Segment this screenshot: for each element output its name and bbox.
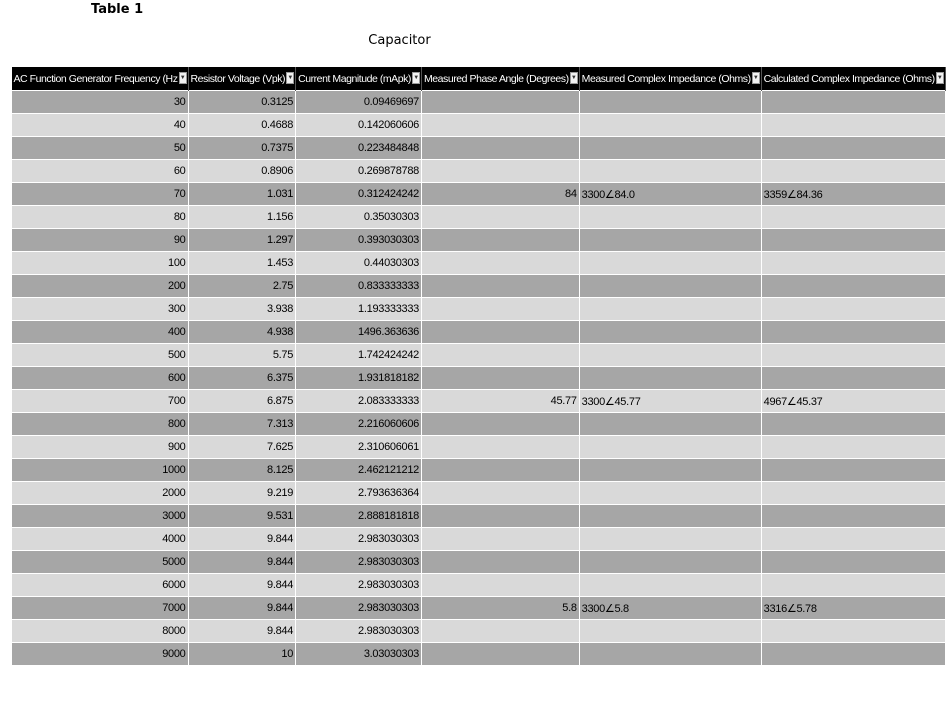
cell-measured-impedance[interactable] — [579, 551, 761, 574]
cell-phase-angle[interactable] — [421, 275, 579, 298]
cell-current-magnitude[interactable]: 2.888181818 — [296, 505, 422, 528]
cell-resistor-voltage[interactable]: 3.938 — [188, 298, 296, 321]
cell-measured-impedance[interactable] — [579, 275, 761, 298]
cell-current-magnitude[interactable]: 1496.363636 — [296, 321, 422, 344]
filter-dropdown-icon[interactable]: ▼ — [179, 72, 187, 84]
cell-measured-impedance[interactable] — [579, 643, 761, 666]
cell-calculated-impedance[interactable] — [761, 137, 945, 160]
cell-measured-impedance[interactable] — [579, 482, 761, 505]
cell-resistor-voltage[interactable]: 9.531 — [188, 505, 296, 528]
column-header-label: Current Magnitude (mApk) — [298, 72, 411, 85]
cell-frequency[interactable]: 70 — [12, 183, 189, 206]
cell-resistor-voltage[interactable]: 0.8906 — [188, 160, 296, 183]
cell-calculated-impedance[interactable] — [761, 620, 945, 643]
cell-frequency[interactable]: 80 — [12, 206, 189, 229]
table-row — [12, 482, 946, 505]
cell-resistor-voltage[interactable]: 6.875 — [188, 390, 296, 413]
cell-frequency[interactable]: 4000 — [12, 528, 189, 551]
column-header-current-magnitude — [296, 67, 422, 91]
cell-resistor-voltage[interactable]: 9.844 — [188, 528, 296, 551]
cell-calculated-impedance[interactable] — [761, 160, 945, 183]
cell-current-magnitude[interactable]: 0.223484848 — [296, 137, 422, 160]
cell-frequency[interactable]: 5000 — [12, 551, 189, 574]
cell-calculated-impedance[interactable] — [761, 459, 945, 482]
cell-frequency[interactable]: 6000 — [12, 574, 189, 597]
cell-calculated-impedance[interactable]: 3316∠5.78 — [761, 597, 945, 620]
cell-resistor-voltage[interactable]: 9.844 — [188, 574, 296, 597]
cell-resistor-voltage[interactable]: 9.844 — [188, 620, 296, 643]
cell-frequency[interactable]: 100 — [12, 252, 189, 275]
table-row — [12, 643, 946, 666]
cell-calculated-impedance[interactable] — [761, 114, 945, 137]
cell-current-magnitude[interactable]: 0.142060606 — [296, 114, 422, 137]
table-row — [12, 505, 946, 528]
cell-frequency[interactable]: 60 — [12, 160, 189, 183]
cell-measured-impedance[interactable] — [579, 505, 761, 528]
cell-measured-impedance[interactable] — [579, 137, 761, 160]
table-row — [12, 390, 946, 413]
cell-resistor-voltage[interactable]: 1.156 — [188, 206, 296, 229]
cell-current-magnitude[interactable]: 2.216060606 — [296, 413, 422, 436]
cell-frequency[interactable]: 700 — [12, 390, 189, 413]
cell-frequency[interactable]: 900 — [12, 436, 189, 459]
table-row — [12, 275, 946, 298]
cell-measured-impedance[interactable] — [579, 206, 761, 229]
cell-calculated-impedance[interactable] — [761, 413, 945, 436]
table-row — [12, 160, 946, 183]
cell-current-magnitude[interactable]: 2.983030303 — [296, 574, 422, 597]
cell-measured-impedance[interactable] — [579, 252, 761, 275]
cell-resistor-voltage[interactable]: 9.844 — [188, 551, 296, 574]
cell-phase-angle[interactable] — [421, 91, 579, 114]
cell-measured-impedance[interactable] — [579, 528, 761, 551]
cell-calculated-impedance[interactable] — [761, 551, 945, 574]
cell-phase-angle[interactable] — [421, 505, 579, 528]
cell-frequency[interactable]: 2000 — [12, 482, 189, 505]
cell-calculated-impedance[interactable] — [761, 367, 945, 390]
cell-calculated-impedance[interactable] — [761, 574, 945, 597]
cell-frequency[interactable]: 50 — [12, 137, 189, 160]
cell-phase-angle[interactable]: 84 — [421, 183, 579, 206]
cell-calculated-impedance[interactable] — [761, 206, 945, 229]
table-row — [12, 574, 946, 597]
table-row — [12, 597, 946, 620]
cell-calculated-impedance[interactable] — [761, 275, 945, 298]
cell-phase-angle[interactable] — [421, 436, 579, 459]
cell-resistor-voltage[interactable]: 0.7375 — [188, 137, 296, 160]
table-row — [12, 229, 946, 252]
cell-calculated-impedance[interactable] — [761, 252, 945, 275]
cell-frequency[interactable]: 30 — [12, 91, 189, 114]
cell-calculated-impedance[interactable] — [761, 436, 945, 459]
table-row — [12, 137, 946, 160]
table-row — [12, 252, 946, 275]
cell-measured-impedance[interactable] — [579, 620, 761, 643]
column-header-label: AC Function Generator Frequency (Hz — [13, 72, 178, 85]
cell-phase-angle[interactable]: 5.8 — [421, 597, 579, 620]
cell-phase-angle[interactable] — [421, 206, 579, 229]
cell-frequency[interactable]: 400 — [12, 321, 189, 344]
cell-measured-impedance[interactable] — [579, 229, 761, 252]
cell-frequency[interactable]: 200 — [12, 275, 189, 298]
cell-current-magnitude[interactable]: 0.833333333 — [296, 275, 422, 298]
table-row — [12, 344, 946, 367]
cell-frequency[interactable]: 600 — [12, 367, 189, 390]
cell-phase-angle[interactable] — [421, 551, 579, 574]
table-row — [12, 114, 946, 137]
cell-current-magnitude[interactable]: 2.983030303 — [296, 597, 422, 620]
cell-phase-angle[interactable]: 45.77 — [421, 390, 579, 413]
cell-calculated-impedance[interactable]: 3359∠84.36 — [761, 183, 945, 206]
cell-current-magnitude[interactable]: 2.310606061 — [296, 436, 422, 459]
table-row — [12, 436, 946, 459]
cell-resistor-voltage[interactable]: 1.031 — [188, 183, 296, 206]
cell-calculated-impedance[interactable] — [761, 505, 945, 528]
cell-frequency[interactable]: 40 — [12, 114, 189, 137]
cell-resistor-voltage[interactable]: 4.938 — [188, 321, 296, 344]
cell-phase-angle[interactable] — [421, 298, 579, 321]
cell-calculated-impedance[interactable] — [761, 643, 945, 666]
cell-phase-angle[interactable] — [421, 528, 579, 551]
cell-current-magnitude[interactable]: 2.462121212 — [296, 459, 422, 482]
cell-phase-angle[interactable] — [421, 321, 579, 344]
cell-resistor-voltage[interactable]: 0.4688 — [188, 114, 296, 137]
table-row — [12, 459, 946, 482]
cell-current-magnitude[interactable]: 0.44030303 — [296, 252, 422, 275]
cell-frequency[interactable]: 8000 — [12, 620, 189, 643]
table-row — [12, 183, 946, 206]
cell-measured-impedance[interactable] — [579, 367, 761, 390]
column-header-label: Measured Phase Angle (Degrees) — [423, 72, 569, 85]
cell-phase-angle[interactable] — [421, 252, 579, 275]
filter-dropdown-icon[interactable]: ▼ — [412, 72, 420, 84]
cell-measured-impedance[interactable] — [579, 413, 761, 436]
cell-calculated-impedance[interactable] — [761, 482, 945, 505]
table-row — [12, 367, 946, 390]
cell-current-magnitude[interactable]: 2.083333333 — [296, 390, 422, 413]
cell-current-magnitude[interactable]: 2.793636364 — [296, 482, 422, 505]
column-header-calculated-impedance — [761, 67, 945, 91]
table-row — [12, 413, 946, 436]
cell-measured-impedance[interactable] — [579, 298, 761, 321]
cell-calculated-impedance[interactable]: 4967∠45.37 — [761, 390, 945, 413]
cell-calculated-impedance[interactable] — [761, 321, 945, 344]
cell-measured-impedance[interactable] — [579, 91, 761, 114]
cell-resistor-voltage[interactable]: 0.3125 — [188, 91, 296, 114]
column-header-phase-angle — [421, 67, 579, 91]
cell-resistor-voltage[interactable]: 7.625 — [188, 436, 296, 459]
cell-measured-impedance[interactable] — [579, 114, 761, 137]
filter-dropdown-icon[interactable]: ▼ — [570, 72, 578, 84]
cell-current-magnitude[interactable]: 0.35030303 — [296, 206, 422, 229]
table-body — [12, 91, 946, 666]
column-header-frequency — [12, 67, 189, 91]
cell-calculated-impedance[interactable] — [761, 344, 945, 367]
capacitor-data-table — [11, 67, 946, 666]
cell-measured-impedance[interactable] — [579, 574, 761, 597]
cell-resistor-voltage[interactable]: 2.75 — [188, 275, 296, 298]
cell-calculated-impedance[interactable] — [761, 298, 945, 321]
cell-calculated-impedance[interactable] — [761, 91, 945, 114]
cell-measured-impedance[interactable] — [579, 459, 761, 482]
cell-current-magnitude[interactable]: 2.983030303 — [296, 620, 422, 643]
cell-phase-angle[interactable] — [421, 482, 579, 505]
cell-resistor-voltage[interactable]: 1.453 — [188, 252, 296, 275]
cell-current-magnitude[interactable]: 0.09469697 — [296, 91, 422, 114]
cell-calculated-impedance[interactable] — [761, 229, 945, 252]
cell-measured-impedance[interactable]: 3300∠5.8 — [579, 597, 761, 620]
filter-dropdown-icon[interactable]: ▼ — [752, 72, 760, 84]
cell-phase-angle[interactable] — [421, 413, 579, 436]
column-header-resistor-voltage — [188, 67, 296, 91]
cell-measured-impedance[interactable] — [579, 344, 761, 367]
caption-text: Capacitor — [368, 33, 431, 48]
cell-frequency[interactable]: 7000 — [12, 597, 189, 620]
cell-frequency[interactable]: 500 — [12, 344, 189, 367]
table-row — [12, 206, 946, 229]
cell-measured-impedance[interactable]: 3300∠45.77 — [579, 390, 761, 413]
column-header-label: Measured Complex Impedance (Ohms) — [581, 72, 751, 85]
cell-measured-impedance[interactable] — [579, 436, 761, 459]
table-caption — [0, 33, 805, 48]
cell-measured-impedance[interactable] — [579, 321, 761, 344]
table-title: Table 1 — [91, 2, 144, 17]
column-header-label: Resistor Voltage (Vpk) — [190, 72, 286, 85]
cell-phase-angle[interactable] — [421, 459, 579, 482]
cell-resistor-voltage[interactable]: 9.844 — [188, 597, 296, 620]
cell-current-magnitude[interactable]: 1.742424242 — [296, 344, 422, 367]
header-row — [12, 67, 946, 91]
filter-dropdown-icon[interactable]: ▼ — [286, 72, 294, 84]
cell-current-magnitude[interactable]: 2.983030303 — [296, 551, 422, 574]
cell-frequency[interactable]: 1000 — [12, 459, 189, 482]
cell-phase-angle[interactable] — [421, 229, 579, 252]
cell-resistor-voltage[interactable]: 10 — [188, 643, 296, 666]
column-header-label: Calculated Complex Impedance (Ohms) — [763, 72, 935, 85]
cell-resistor-voltage[interactable]: 7.313 — [188, 413, 296, 436]
cell-phase-angle[interactable] — [421, 137, 579, 160]
cell-phase-angle[interactable] — [421, 344, 579, 367]
cell-current-magnitude[interactable]: 1.931818182 — [296, 367, 422, 390]
cell-current-magnitude[interactable]: 0.269878788 — [296, 160, 422, 183]
cell-frequency[interactable]: 9000 — [12, 643, 189, 666]
cell-frequency[interactable]: 800 — [12, 413, 189, 436]
cell-resistor-voltage[interactable]: 5.75 — [188, 344, 296, 367]
cell-phase-angle[interactable] — [421, 643, 579, 666]
cell-measured-impedance[interactable] — [579, 160, 761, 183]
cell-current-magnitude[interactable]: 0.312424242 — [296, 183, 422, 206]
table-row — [12, 321, 946, 344]
cell-current-magnitude[interactable]: 0.393030303 — [296, 229, 422, 252]
table-row — [12, 528, 946, 551]
cell-resistor-voltage[interactable]: 8.125 — [188, 459, 296, 482]
cell-phase-angle[interactable] — [421, 574, 579, 597]
column-header-measured-impedance — [579, 67, 761, 91]
cell-measured-impedance[interactable]: 3300∠84.0 — [579, 183, 761, 206]
cell-phase-angle[interactable] — [421, 620, 579, 643]
table-row — [12, 91, 946, 114]
table-row — [12, 620, 946, 643]
cell-current-magnitude[interactable]: 2.983030303 — [296, 528, 422, 551]
cell-calculated-impedance[interactable] — [761, 528, 945, 551]
cell-resistor-voltage[interactable]: 1.297 — [188, 229, 296, 252]
cell-phase-angle[interactable] — [421, 367, 579, 390]
cell-phase-angle[interactable] — [421, 160, 579, 183]
cell-frequency[interactable]: 90 — [12, 229, 189, 252]
cell-phase-angle[interactable] — [421, 114, 579, 137]
table-row — [12, 551, 946, 574]
cell-frequency[interactable]: 3000 — [12, 505, 189, 528]
table-row — [12, 298, 946, 321]
filter-dropdown-icon[interactable]: ▼ — [936, 72, 944, 84]
cell-frequency[interactable]: 300 — [12, 298, 189, 321]
cell-current-magnitude[interactable]: 1.193333333 — [296, 298, 422, 321]
cell-resistor-voltage[interactable]: 6.375 — [188, 367, 296, 390]
cell-current-magnitude[interactable]: 3.03030303 — [296, 643, 422, 666]
cell-resistor-voltage[interactable]: 9.219 — [188, 482, 296, 505]
